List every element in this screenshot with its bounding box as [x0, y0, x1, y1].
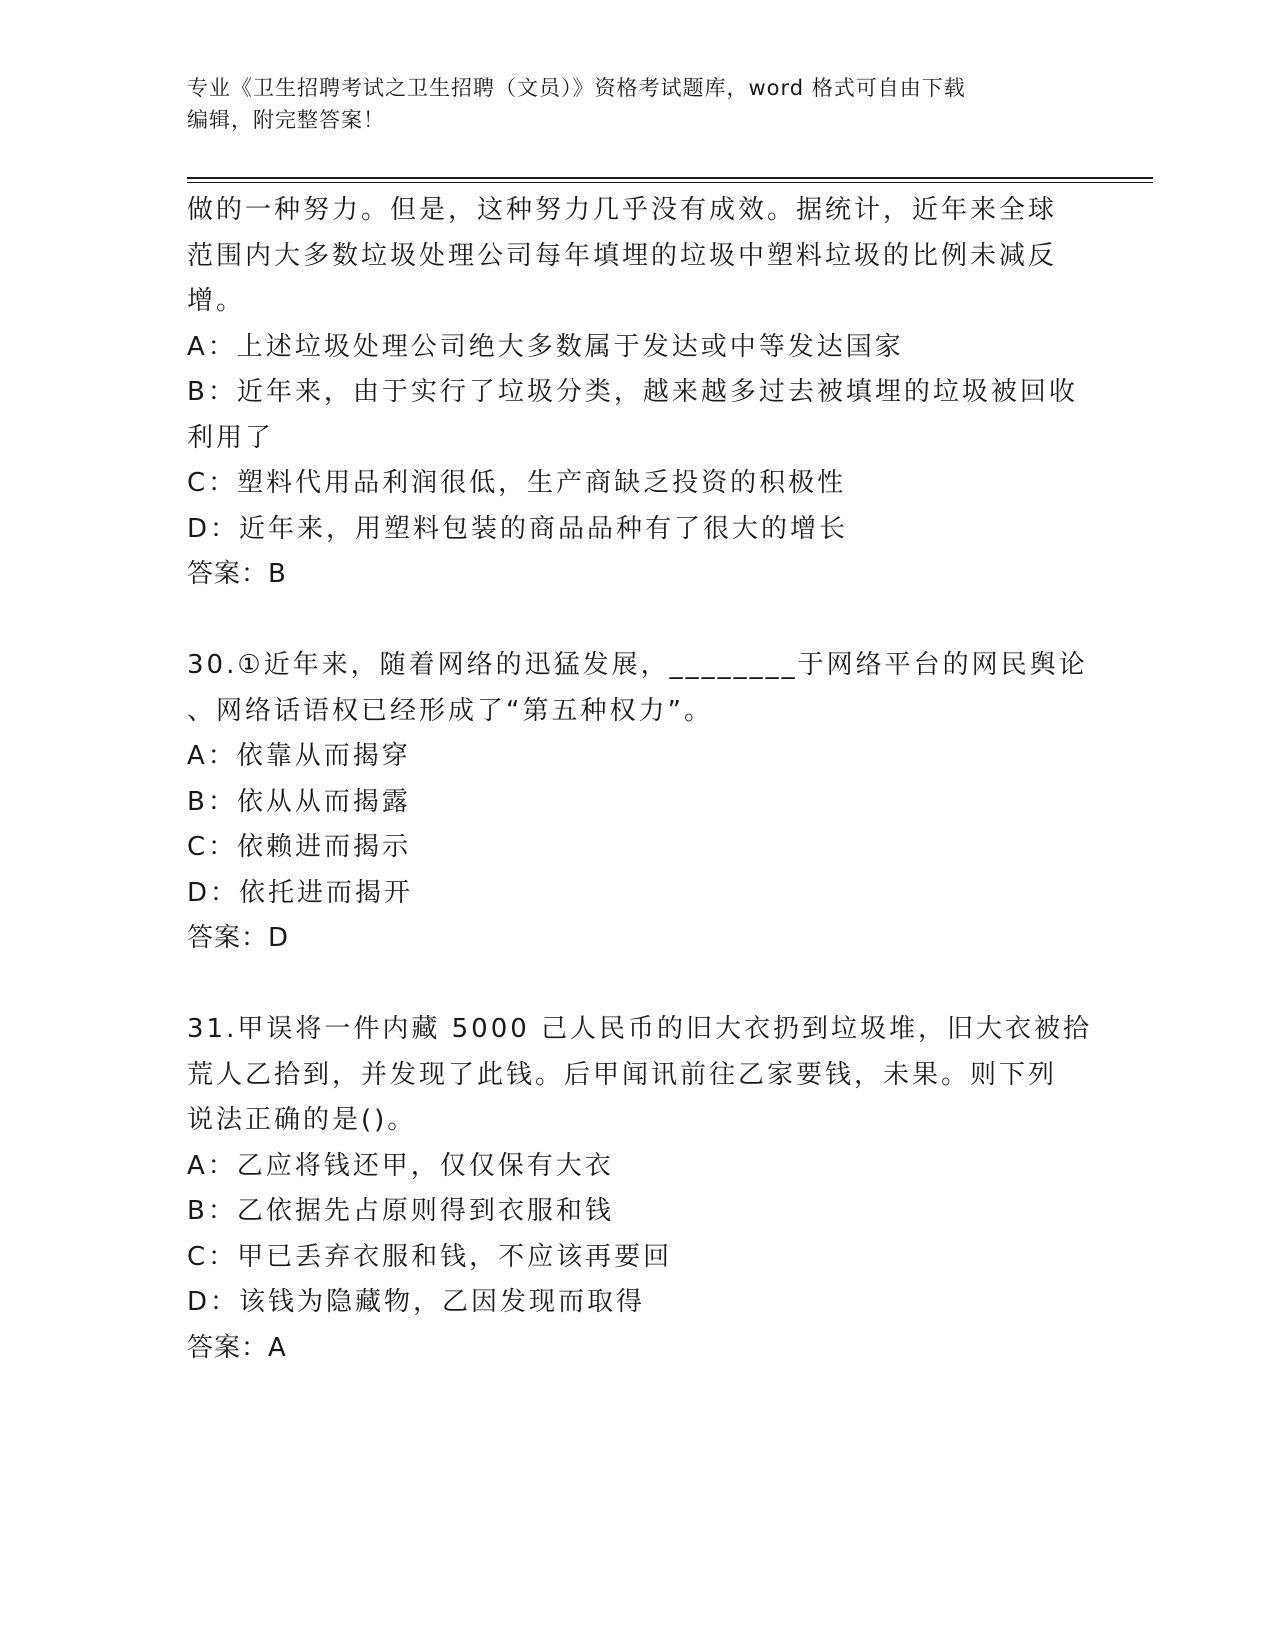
question-stem-line: 30.①近年来，随着网络的迅猛发展，________于网络平台的网民舆论 [187, 650, 1088, 680]
question-29 [187, 188, 1087, 598]
option-d: D：近年来，用塑料包装的商品品种有了很大的增长 [187, 513, 849, 544]
question-31 [187, 1007, 1093, 1371]
answer-label: 答案：B [187, 559, 287, 589]
header-line-2: 编辑，附完整答案！ [187, 108, 385, 132]
document-body [187, 188, 1093, 1371]
document-header [187, 72, 1087, 136]
option-c: C：塑料代用品利润很低，生产商缺乏投资的积极性 [187, 468, 847, 498]
question-stem-line: 说法正确的是()。 [187, 1105, 417, 1135]
option-d: D：该钱为隐藏物，乙因发现而取得 [187, 1287, 646, 1317]
question-spacer [187, 962, 1087, 1008]
question-stem-line: 荒人乙拾到，并发现了此钱。后甲闻讯前往乙家要钱，未果。则下列 [187, 1059, 1058, 1090]
option-c: C：依赖进而揭示 [187, 832, 412, 862]
question-stem-line: 做的一种努力。但是，这种努力几乎没有成效。据统计，近年来全球 [187, 195, 1058, 225]
option-b: B：依从从而揭露 [187, 786, 411, 817]
question-spacer [187, 598, 1087, 644]
header-divider-thin [187, 182, 1153, 183]
question-stem-line: 增。 [187, 286, 246, 316]
option-b-continued: 利用了 [187, 422, 275, 453]
question-30 [187, 643, 1087, 962]
option-c: C：甲已丢弃衣服和钱，不应该再要回 [187, 1241, 673, 1272]
option-d: D：依托进而揭开 [187, 877, 414, 908]
option-a: A：上述垃圾处理公司绝大多数属于发达或中等发达国家 [187, 331, 904, 362]
question-stem-line: 范围内大多数垃圾处理公司每年填埋的垃圾中塑料垃圾的比例未减反 [187, 240, 1058, 271]
question-stem-line: 31.甲误将一件内藏 5000 己人民币的旧大衣扔到垃圾堆，旧大衣被拾 [187, 1014, 1093, 1044]
option-b: B：乙依据先占原则得到衣服和钱 [187, 1196, 614, 1226]
header-divider-thick [187, 177, 1153, 179]
answer-label: 答案：D [187, 923, 290, 953]
header-line-1: 专业《卫生招聘考试之卫生招聘（文员）》资格考试题库，word 格式可自由下载 [187, 76, 966, 100]
option-a: A：依靠从而揭穿 [187, 741, 411, 771]
option-a: A：乙应将钱还甲，仅仅保有大衣 [187, 1150, 614, 1181]
question-stem-line: 、网络话语权已经形成了“第五种权力”。 [187, 695, 713, 726]
answer-label: 答案：A [187, 1332, 287, 1363]
option-b: B：近年来，由于实行了垃圾分类，越来越多过去被填埋的垃圾被回收 [187, 377, 1078, 407]
